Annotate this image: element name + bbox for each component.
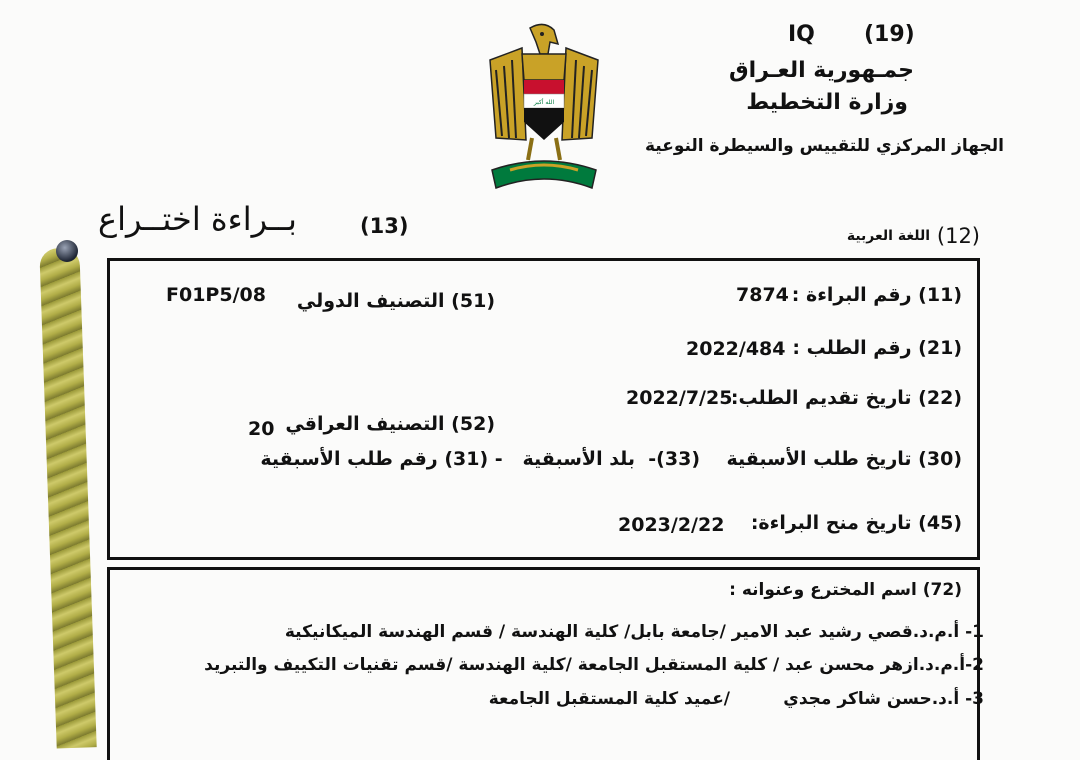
inventor-3: 3- أ.د.حسن شاكر مجدي /عميد كلية المستقبل الجامعة [488,689,984,709]
country-name: جمـهورية العـراق [728,58,914,83]
priority-line: (30) تاريخ طلب الأسبقية (33)- بلد الأسبقية - (31) رقم طلب الأسبقية [260,448,962,470]
filing-date-label: (22) تاريخ تقديم الطلب: [730,387,962,409]
field-12-code: (12) [936,224,980,248]
intl-class-label: (51) التصنيف الدولي [296,290,495,312]
ribbon-pin [56,240,78,262]
inventor-2: 2-أ.م.د.ازهر محسن عبد / كلية المستقبل الجامعة /كلية الهندسة /قسم تقنيات التكييف والتبريد [204,655,984,675]
field-19-code: (19) [864,22,915,47]
field-13-code: (13) [360,214,409,238]
application-number-label: (21) رقم الطلب : [792,337,962,359]
patent-number-label: (11) رقم البراءة : [791,284,962,306]
intl-class-code: F01P5/08 [166,284,266,306]
iraqi-class-label: (52) التصنيف العراقي [285,413,495,435]
application-number: 2022/484 [686,338,786,360]
agency-name: الجهاز المركزي للتقييس والسيطرة النوعية [644,136,1004,156]
gold-ribbon [39,247,96,748]
inventors-heading: (72) اسم المخترع وعنوانه : [729,580,962,600]
filing-date: 2022/7/25 [626,387,733,409]
grant-date-label: (45) تاريخ منح البراءة: [750,512,962,534]
country-code: IQ [788,22,815,47]
document-language: اللغة العربية [846,228,930,244]
iraq-eagle-emblem-icon [482,20,606,198]
patent-number: 7874 [736,284,789,306]
inventor-1: 1- أ.م.د.قصي رشيد عبد الامير /جامعة بابل/ كلية الهندسة / قسم الهندسة الميكانيكية [284,622,984,642]
svg-text:الله أكبر: الله أكبر [533,99,555,106]
ministry-name: وزارة التخطيط [746,90,908,115]
iraqi-class-code: 20 [248,418,275,440]
grant-date: 2023/2/22 [618,514,725,536]
document-title: بــراءة اختــراع [98,200,297,238]
